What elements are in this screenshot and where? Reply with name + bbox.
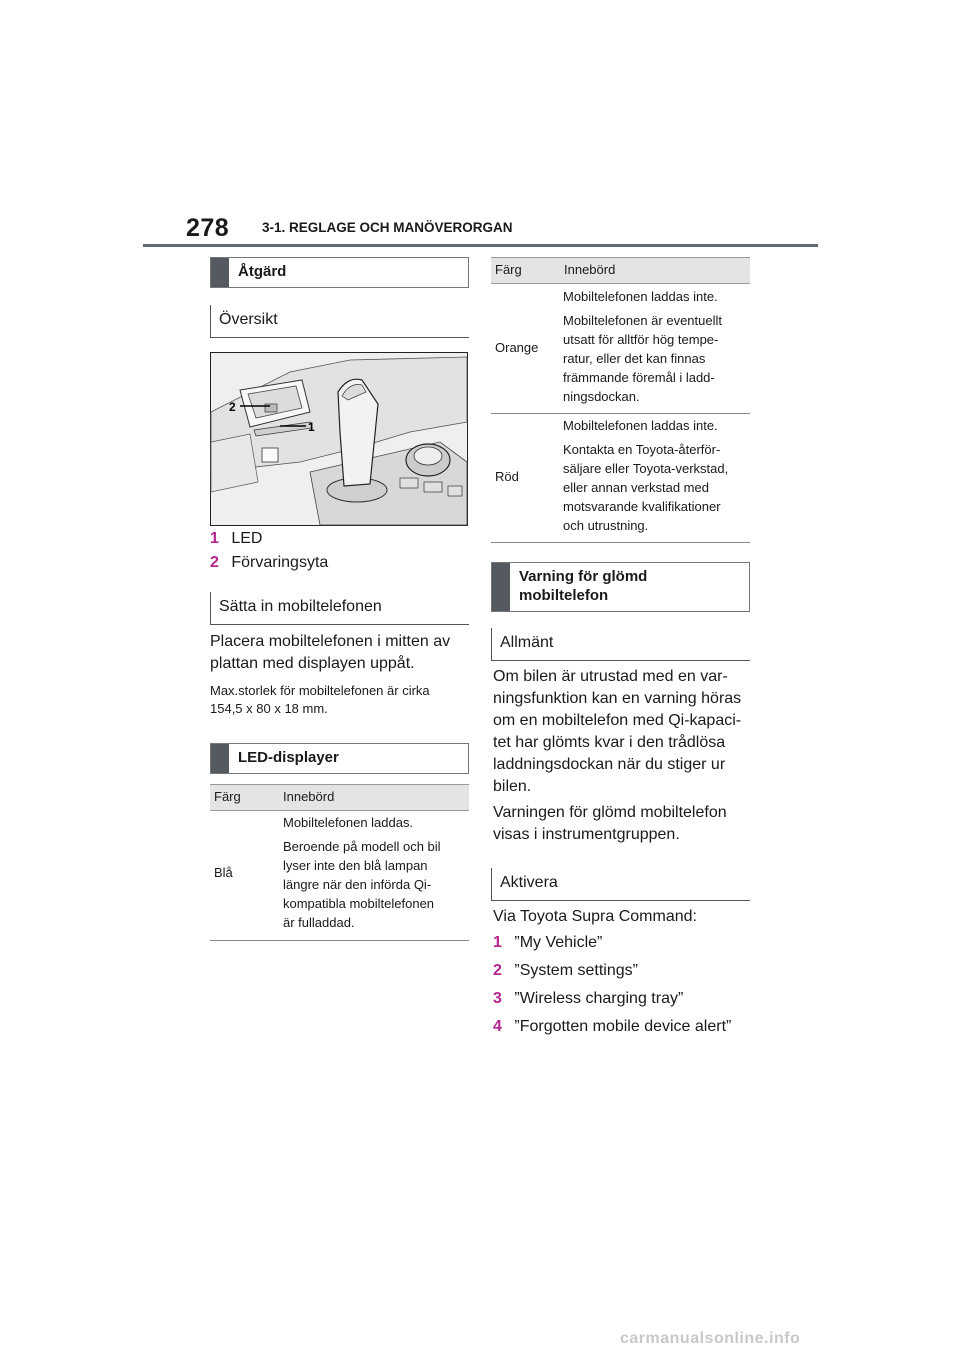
paragraph-line: bilen. bbox=[493, 778, 532, 795]
step-item bbox=[493, 932, 602, 954]
table-rule bbox=[491, 542, 750, 543]
cell-line: ratur, eller det kan finnas bbox=[563, 351, 706, 366]
note-line: Max.storlek för mobiltelefonen är cirka bbox=[210, 683, 430, 698]
cell-line: Mobiltelefonen laddas. bbox=[283, 815, 414, 830]
paragraph-line: Varningen för glömd mobiltelefon bbox=[493, 804, 727, 821]
step-number: 3 bbox=[493, 990, 502, 1007]
step-number: 1 bbox=[493, 934, 502, 951]
table-header bbox=[210, 784, 469, 811]
table-cell-meaning bbox=[563, 416, 750, 535]
section-title-line: Varning för glömd bbox=[519, 568, 648, 585]
paragraph bbox=[493, 666, 741, 798]
table-rule bbox=[210, 940, 469, 941]
legend-text: LED bbox=[231, 530, 263, 547]
cell-line: Kontakta en Toyota-återför- bbox=[563, 442, 721, 457]
subheading-label: Sätta in mobiltelefonen bbox=[219, 598, 382, 615]
cell-line: och utrustning. bbox=[563, 518, 649, 533]
figure-label-2: 2 bbox=[229, 400, 236, 414]
table-cell-meaning bbox=[283, 813, 469, 932]
cell-line: utsatt för alltför hög tempe- bbox=[563, 332, 719, 347]
step-text: ”Wireless charging tray” bbox=[514, 990, 684, 1007]
step-text: ”My Vehicle” bbox=[514, 934, 603, 951]
section-forgotten-phone bbox=[491, 562, 750, 612]
header-divider bbox=[143, 244, 818, 247]
subheading-activate bbox=[491, 868, 750, 901]
cell-line: främmande föremål i ladd- bbox=[563, 370, 715, 385]
step-text: ”Forgotten mobile device alert” bbox=[514, 1018, 732, 1035]
legend-number: 1 bbox=[210, 530, 219, 547]
paragraph-line: tet har glömts kvar i den trådlösa bbox=[493, 734, 726, 751]
table-cell-color: Röd bbox=[495, 469, 519, 484]
paragraph-line: plattan med displayen uppåt. bbox=[210, 655, 415, 672]
section-bar bbox=[211, 744, 229, 773]
cell-line: Beroende på modell och bil bbox=[283, 839, 441, 854]
cell-line: eller annan verkstad med bbox=[563, 480, 709, 495]
step-number: 2 bbox=[493, 962, 502, 979]
section-bar bbox=[211, 258, 229, 287]
paragraph bbox=[210, 631, 450, 675]
section-led bbox=[210, 743, 469, 774]
cell-line: Mobiltelefonen är eventuellt bbox=[563, 313, 722, 328]
subheading-label: Allmänt bbox=[500, 634, 554, 651]
col-meaning: Innebörd bbox=[283, 789, 335, 804]
table-rule bbox=[491, 413, 750, 414]
cell-line: är fulladdad. bbox=[283, 915, 355, 930]
section-action bbox=[210, 257, 469, 288]
cell-line: längre när den införda Qi- bbox=[283, 877, 432, 892]
via-text: Via Toyota Supra Command: bbox=[493, 908, 697, 925]
col-color: Färg bbox=[495, 262, 522, 277]
paragraph-line: om en mobiltelefon med Qi-kapaci- bbox=[493, 712, 742, 729]
col-color: Färg bbox=[214, 789, 241, 804]
subheading-insert bbox=[210, 592, 469, 625]
legend-number: 2 bbox=[210, 554, 219, 571]
cell-line: motsvarande kvalifikationer bbox=[563, 499, 721, 514]
table-cell-color: Blå bbox=[214, 865, 233, 880]
cell-line: kompatibla mobiltelefonen bbox=[283, 896, 435, 911]
subheading-overview bbox=[210, 305, 469, 338]
figure-label-1: 1 bbox=[308, 420, 315, 434]
legend-item bbox=[210, 528, 262, 550]
cell-line: ningsdockan. bbox=[563, 389, 640, 404]
size-note bbox=[210, 682, 430, 718]
paragraph-line: ningsfunktion kan en varning höras bbox=[493, 690, 742, 707]
paragraph-line: laddningsdockan när du stiger ur bbox=[493, 756, 726, 773]
table-header bbox=[491, 257, 750, 284]
note-line: 154,5 x 80 x 18 mm. bbox=[210, 701, 328, 716]
table-cell-meaning bbox=[563, 287, 750, 406]
subheading-label: Översikt bbox=[219, 311, 278, 328]
cell-line: lyser inte den blå lampan bbox=[283, 858, 428, 873]
footer-watermark: carmanualsonline.info bbox=[620, 1330, 801, 1347]
step-number: 4 bbox=[493, 1018, 502, 1035]
subheading-label: Aktivera bbox=[500, 874, 558, 891]
section-title-line: mobiltelefon bbox=[519, 587, 609, 604]
paragraph bbox=[493, 802, 727, 846]
chapter-title: 3-1. REGLAGE OCH MANÖVERORGAN bbox=[262, 220, 513, 235]
console-illustration bbox=[210, 352, 468, 526]
col-meaning: Innebörd bbox=[564, 262, 616, 277]
cell-line: säljare eller Toyota-verkstad, bbox=[563, 461, 729, 476]
legend-text: Förvaringsyta bbox=[231, 554, 329, 571]
page-number: 278 bbox=[186, 214, 230, 242]
legend-item bbox=[210, 552, 328, 574]
section-bar bbox=[492, 563, 510, 611]
step-item bbox=[493, 1016, 731, 1038]
subheading-general bbox=[491, 628, 750, 661]
step-text: ”System settings” bbox=[514, 962, 638, 979]
cell-line: Mobiltelefonen laddas inte. bbox=[563, 289, 718, 304]
paragraph-line: Om bilen är utrustad med en var- bbox=[493, 668, 728, 685]
step-item bbox=[493, 960, 638, 982]
section-title: LED-displayer bbox=[238, 749, 339, 766]
paragraph-line: Placera mobiltelefonen i mitten av bbox=[210, 633, 451, 650]
table-cell-color: Orange bbox=[495, 340, 539, 355]
paragraph-line: visas i instrumentgruppen. bbox=[493, 826, 680, 843]
cell-line: Mobiltelefonen laddas inte. bbox=[563, 418, 718, 433]
section-title: Åtgärd bbox=[238, 263, 287, 280]
step-item bbox=[493, 988, 683, 1010]
